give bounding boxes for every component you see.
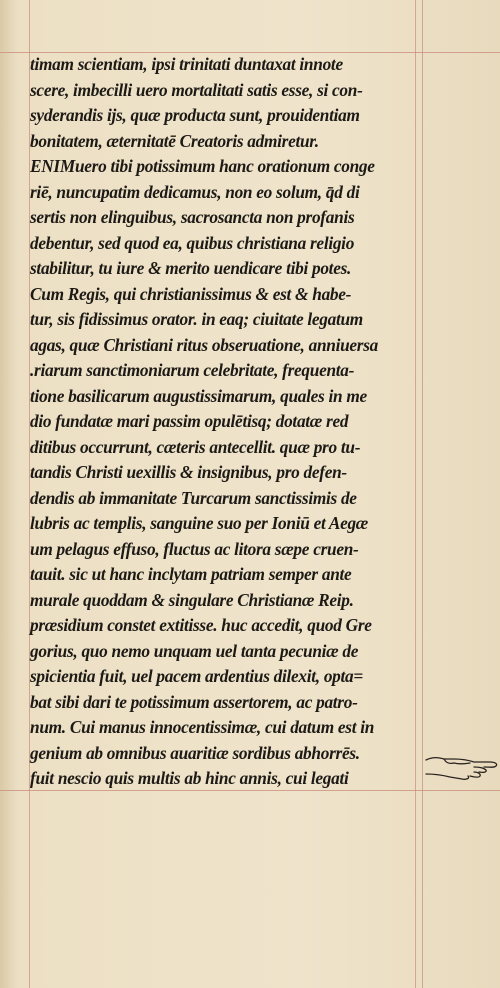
text-line: scere, imbecilli uero mortalitati satis esse, si con- xyxy=(30,79,363,100)
text-line: stabilitur, tu iure & merito uendicare tibi potes. xyxy=(30,258,352,278)
text-line: ENIMuero tibi potissimum hanc orationum conge xyxy=(30,156,375,176)
text-line: syderandis ijs, quæ producta sunt, prouidentiam xyxy=(30,105,360,125)
text-block xyxy=(30,52,415,792)
text-line: murale quoddam & singulare Christianæ Reip. xyxy=(30,589,354,610)
text-line: debentur, sed quod ea, quibus christiana religio xyxy=(30,232,355,253)
text-line: riē, nuncupatim dedicamus, non eo solum, q̄d di xyxy=(30,181,360,202)
ruled-line-right-outer xyxy=(422,0,423,988)
text-line: spicientia fuit, uel pacem ardentius dilexit, opta= xyxy=(30,666,363,686)
text-line: tandis Christi uexillis & insignibus, pro defen- xyxy=(30,462,347,482)
text-line: fuit nescio quis multis ab hinc annis, cui legati xyxy=(30,768,349,788)
ruled-line-right xyxy=(415,0,416,988)
text-line: bat sibi dari te potissimum assertorem, ac patro- xyxy=(30,691,358,712)
text-line: tauit. sic ut hanc inclytam patriam semper ante xyxy=(30,564,352,584)
text-line: num. Cui manus innocentissimæ, cui datum est in xyxy=(30,717,375,737)
text-line: Cum Regis, qui christianissimus & est & habe- xyxy=(30,283,352,304)
text-line: gorius, quo nemo unquam uel tanta pecuniæ de xyxy=(30,640,359,661)
text-line: tur, sis fidissimus orator. in eaq; ciuitate legatum xyxy=(30,309,363,329)
text-line: dendis ab immanitate Turcarum sanctissimis de xyxy=(30,487,357,508)
text-line: tione basilicarum augustissimarum, quales in me xyxy=(30,385,367,406)
pointing-hand-icon xyxy=(424,751,500,781)
text-line: sertis non elinguibus, sacrosancta non profanis xyxy=(30,207,355,227)
text-line: agas, quæ Christiani ritus obseruatione, anniuersa xyxy=(30,334,379,355)
text-line: præsidium constet extitisse. huc accedit, quod Gre xyxy=(30,615,372,635)
text-line: dio fundatæ mari passim opulētisq; dotatæ red xyxy=(30,411,349,431)
text-line: ditibus occurrunt, cæteris antecellit. quæ pro tu- xyxy=(30,436,361,457)
text-line: .riarum sanctimoniarum celebritate, frequenta- xyxy=(30,360,355,380)
text-line: bonitatem, æternitatē Creatoris admiretur. xyxy=(30,130,319,151)
text-line: genium ab omnibus auaritiæ sordibus abhorrēs. xyxy=(30,742,360,763)
text-line: timam scientiam, ipsi trinitati duntaxat innote xyxy=(30,54,343,74)
text-line: um pelagus effuso, fluctus ac litora sæpe cruen- xyxy=(30,538,359,559)
text-line: lubris ac templis, sanguine suo per Ioniū et Aegæ xyxy=(30,513,369,533)
